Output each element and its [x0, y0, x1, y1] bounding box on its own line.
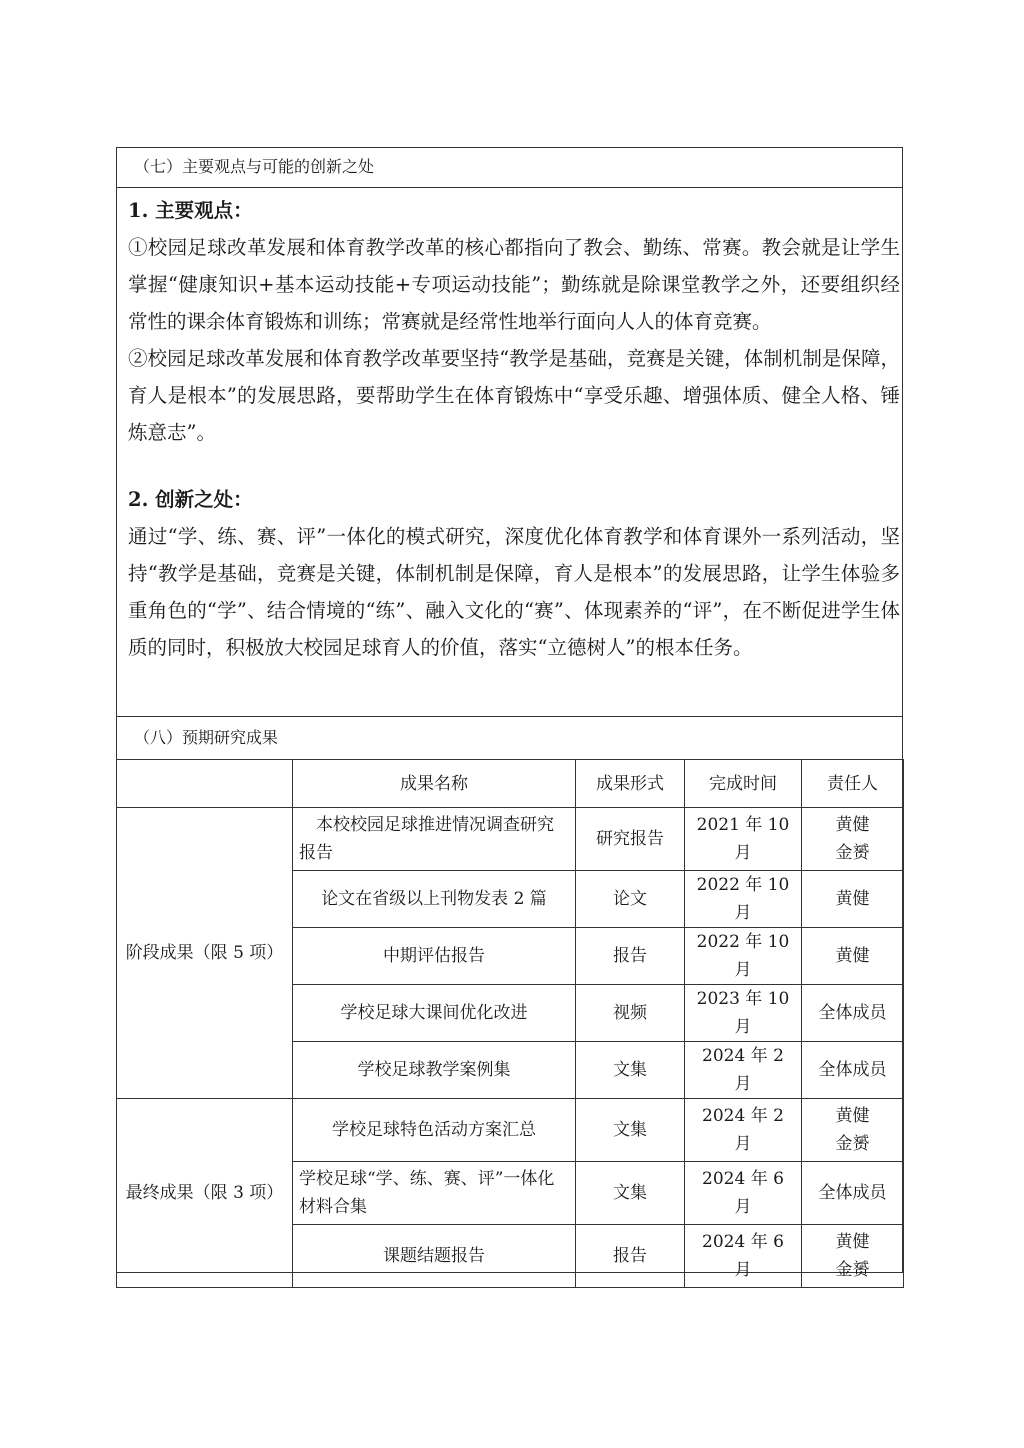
- point1-para1: ①校园足球改革发展和体育教学改革的核心都指向了教会、勤练、常赛。教会就是让学生掌握“健康知识+基本运动技能+专项运动技能”；勤练就是除课堂教学之外，还要组织经常性的课余体育锻炼和训练；常赛就是经常性地举行面向人人的体育竞赛。: [128, 236, 900, 333]
- result-owner: 全体成员: [802, 985, 904, 1042]
- stage-label: 阶段成果（限 5 项）: [117, 808, 293, 1099]
- result-form: 视频: [576, 985, 685, 1042]
- result-form: 报告: [576, 928, 685, 985]
- result-owner: 黄健 金赟: [802, 1225, 904, 1288]
- result-time: 2024 年 6 月: [685, 1162, 802, 1225]
- header-cell: 完成时间: [685, 760, 802, 808]
- result-name: 学校足球大课间优化改进: [293, 985, 576, 1042]
- result-owner: 黄健: [802, 871, 904, 928]
- result-time: 2022 年 10 月: [685, 928, 802, 985]
- point1-heading: 1. 主要观点：: [128, 199, 253, 222]
- table-row: [117, 1099, 904, 1162]
- result-owner: 黄健 金赟: [802, 1099, 904, 1162]
- result-time: 2024 年 2 月: [685, 1042, 802, 1099]
- result-name: 论文在省级以上刊物发表 2 篇: [293, 871, 576, 928]
- result-name: 课题结题报告: [293, 1225, 576, 1288]
- final-label: 最终成果（限 3 项）: [117, 1099, 293, 1288]
- header-cell: 成果名称: [293, 760, 576, 808]
- result-name: 本校校园足球推进情况调查研究报告: [293, 808, 576, 871]
- result-name: 学校足球特色活动方案汇总: [293, 1099, 576, 1162]
- point2-para: 通过“学、练、赛、评”一体化的模式研究，深度优化体育教学和体育课外一系列活动，坚持“教学是基础，竞赛是关键，体制机制是保障，育人是根本”的发展思路，让学生体验多重角色的“学”、结合情境的“练”、融入文化的“赛”、体现素养的“评”，在不断促进学生体质的同时，积极放大校园足球育人的价值，落实“立德树人”的根本任务。: [128, 525, 900, 659]
- result-form: 文集: [576, 1162, 685, 1225]
- result-form: 文集: [576, 1099, 685, 1162]
- point2-heading: 2. 创新之处：: [128, 488, 253, 511]
- result-time: 2022 年 10 月: [685, 871, 802, 928]
- result-form: 研究报告: [576, 808, 685, 871]
- table-row: [117, 808, 904, 871]
- section7-title: （七）主要观点与可能的创新之处: [134, 157, 375, 176]
- results-table: [116, 759, 904, 1288]
- result-name: 中期评估报告: [293, 928, 576, 985]
- section8-title: （八）预期研究成果: [134, 728, 279, 747]
- divider: [116, 187, 903, 188]
- result-time: 2021 年 10 月: [685, 808, 802, 871]
- point1-para2: ②校园足球改革发展和体育教学改革要坚持“教学是基础，竞赛是关键，体制机制是保障，育人是根本”的发展思路，要帮助学生在体育锻炼中“享受乐趣、增强体质、健全人格、锤炼意志”。: [128, 347, 900, 444]
- header-cell: 责任人: [802, 760, 904, 808]
- result-name: 学校足球教学案例集: [293, 1042, 576, 1099]
- header-cell: [117, 760, 293, 808]
- result-form: 论文: [576, 871, 685, 928]
- result-owner: 全体成员: [802, 1162, 904, 1225]
- section7-body: [128, 192, 900, 666]
- header-cell: 成果形式: [576, 760, 685, 808]
- result-time: 2023 年 10 月: [685, 985, 802, 1042]
- table-header-row: [117, 760, 904, 808]
- result-owner: 全体成员: [802, 1042, 904, 1099]
- result-owner: 黄健: [802, 928, 904, 985]
- result-owner: 黄健 金赟: [802, 808, 904, 871]
- result-time: 2024 年 2 月: [685, 1099, 802, 1162]
- result-time: 2024 年 6 月: [685, 1225, 802, 1288]
- result-name: 学校足球“学、练、赛、评”一体化材料合集: [293, 1162, 576, 1225]
- result-form: 报告: [576, 1225, 685, 1288]
- result-form: 文集: [576, 1042, 685, 1099]
